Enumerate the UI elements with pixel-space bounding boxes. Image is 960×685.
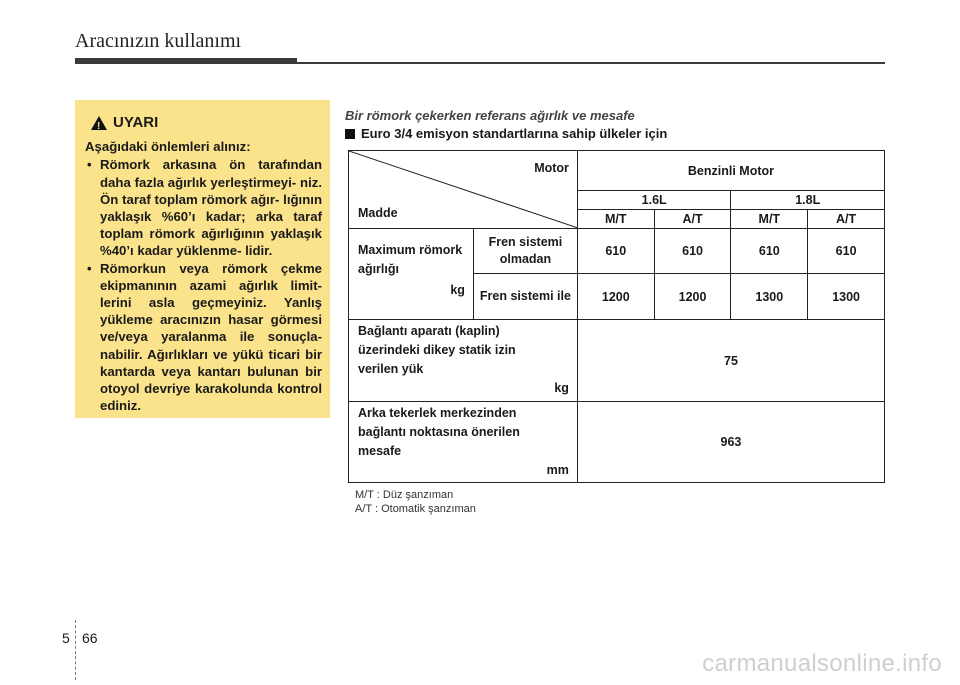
section-number: 5 <box>62 630 70 646</box>
table-value: 1200 <box>577 274 654 320</box>
header-rule-thick <box>75 58 297 64</box>
warning-list <box>85 156 322 414</box>
towing-spec-table <box>348 150 885 483</box>
warning-box <box>75 100 330 418</box>
square-bullet-icon <box>345 129 355 139</box>
corner-motor-label: Motor <box>534 161 569 175</box>
distance-label: Arka tekerlek merkezinden bağlantı noktasına önerilen mesafe <box>358 406 520 458</box>
table-corner-cell <box>349 151 578 229</box>
table-value: 1300 <box>731 274 808 320</box>
warning-intro: Aşağıdaki önlemleri alınız: <box>85 139 251 155</box>
max-weight-label-cell <box>349 229 474 320</box>
transmission-header: A/T <box>808 210 885 229</box>
warning-title: UYARI <box>113 114 159 131</box>
static-load-value: 75 <box>577 320 884 402</box>
section-title: Bir römork çekerken referans ağırlık ve mesafe <box>345 108 635 123</box>
table-value: 610 <box>808 229 885 274</box>
table-value: 610 <box>577 229 654 274</box>
engine-type-header: Benzinli Motor <box>577 151 884 191</box>
section-subtitle-text: Euro 3/4 emisyon standartlarına sahip ülkeler için <box>361 126 668 141</box>
distance-unit: mm <box>546 463 569 477</box>
transmission-header: M/T <box>577 210 654 229</box>
note-mt: M/T : Düz şanzıman <box>355 489 454 501</box>
page-header-title: Aracınızın kullanımı <box>75 30 242 52</box>
table-value: 1300 <box>808 274 885 320</box>
warning-triangle-icon <box>91 116 107 130</box>
corner-madde-label: Madde <box>358 206 398 220</box>
brake-without-label: Fren sistemi olmadan <box>473 229 577 274</box>
static-load-label: Bağlantı aparatı (kaplin) üzerindeki dikey statik izin verilen yük <box>358 324 516 376</box>
warning-item: • Römork arkasına ön tarafından daha fazla ağırlık yerleştirmeyi- niz. Ön taraf toplam römork ağır- lığının yaklaşık %60’ı kadar; arka taraf toplam römork ağırlığının yaklaşık %40’ı kadar yüklenme- lidir. <box>85 156 322 259</box>
watermark: carmanualsonline.info <box>702 650 942 677</box>
warning-heading <box>91 114 322 131</box>
header-rule-thin <box>297 62 885 64</box>
max-weight-unit: kg <box>450 283 465 297</box>
note-at: A/T : Otomatik şanzıman <box>355 502 476 515</box>
table-value: 610 <box>654 229 731 274</box>
brake-with-label: Fren sistemi ile <box>473 274 577 320</box>
static-load-label-cell <box>349 320 578 402</box>
table-value: 610 <box>731 229 808 274</box>
table-value: 1200 <box>654 274 731 320</box>
warning-item: • Römorkun veya römork çekme ekipmanının azami ağırlık limit- lerini asla geçmeyiniz. Yanlış yükleme aracınızın hasar görmesi ve/veya yaralanma ile sonuçla- nabilir. Ağırlıkları ve yükü ticari bir kantarda veya kantarı bulunan bir otoyol devriye karakolunda kontrol ediniz. <box>85 260 322 415</box>
table-notes <box>355 489 476 516</box>
static-load-unit: kg <box>554 381 569 395</box>
max-weight-label: Maximum römork ağırlığı <box>358 243 463 276</box>
engine-size-header: 1.8L <box>731 191 885 210</box>
footer-divider <box>75 620 77 680</box>
section-subtitle <box>345 126 667 141</box>
engine-size-header: 1.6L <box>577 191 731 210</box>
transmission-header: A/T <box>654 210 731 229</box>
distance-label-cell <box>349 402 578 483</box>
transmission-header: M/T <box>731 210 808 229</box>
distance-value: 963 <box>577 402 884 483</box>
page-number: 66 <box>82 630 98 646</box>
